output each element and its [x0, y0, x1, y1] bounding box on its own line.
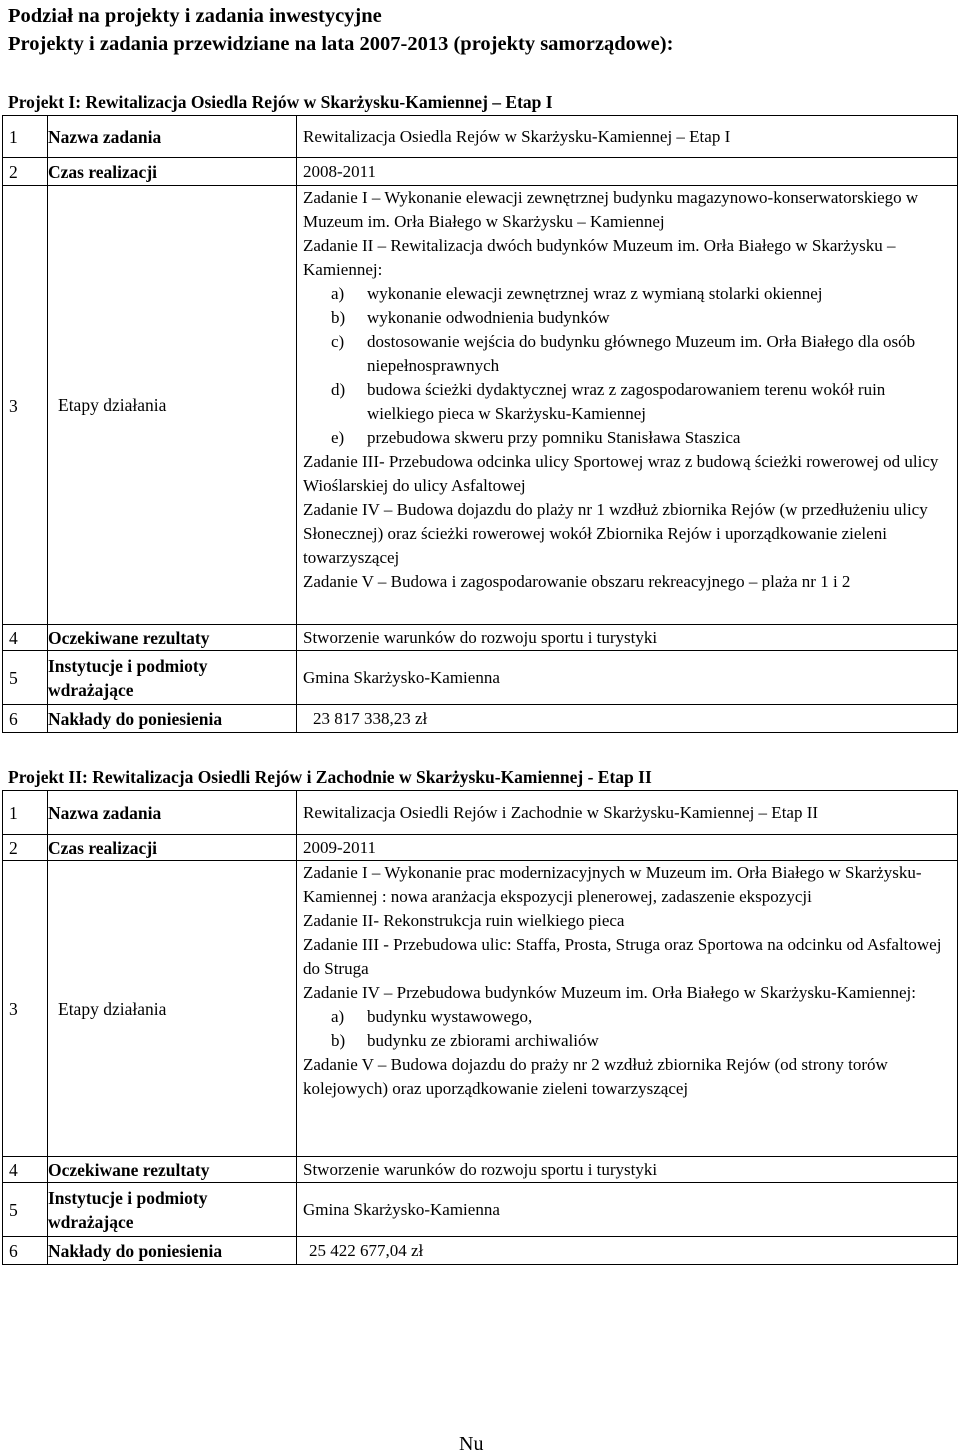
row-label: Nakłady do poniesienia — [48, 705, 297, 733]
project2-table — [2, 790, 958, 1265]
row-label: Instytucje i podmioty wdrażające — [48, 651, 297, 705]
row-value — [297, 861, 958, 1157]
row-value: 23 817 338,23 zł — [297, 705, 958, 733]
row-value: 2009-2011 — [297, 835, 958, 861]
row-label: Oczekiwane rezultaty — [48, 625, 297, 651]
row-value: Stworzenie warunków do rozwoju sportu i turystyki — [297, 625, 958, 651]
row-label: Etapy działania — [48, 861, 297, 1157]
table-row — [3, 186, 958, 625]
table-row — [3, 705, 958, 733]
row-value: Gmina Skarżysko-Kamienna — [297, 1183, 958, 1237]
subtask-a: a) wykonanie elewacji zewnętrznej wraz z wymianą stolarki okiennej — [331, 284, 823, 303]
table-row — [3, 835, 958, 861]
row-label: Nakłady do poniesienia — [48, 1237, 297, 1265]
table-row — [3, 1237, 958, 1265]
table-row — [3, 116, 958, 158]
project1-table — [2, 115, 958, 733]
task-5: Zadanie V – Budowa dojazdu do praży nr 2 wzdłuż zbiornika Rejów (od strony torów kolejowych) oraz uporządkowanie zieleni towarzyszącej — [303, 1055, 888, 1098]
task-3: Zadanie III- Przebudowa odcinka ulicy Sportowej wraz z budową ścieżki rowerowej od ulicy Wioślarskiej do ulicy Asfaltowej — [303, 452, 939, 495]
project1-heading: Projekt I: Rewitalizacja Osiedla Rejów w Skarżysku-Kamiennej – Etap I — [8, 92, 553, 112]
row-number: 1 — [3, 791, 48, 835]
row-label: Czas realizacji — [48, 158, 297, 186]
row-number: 5 — [3, 1183, 48, 1237]
task-5: Zadanie V – Budowa i zagospodarowanie obszaru rekreacyjnego – plaża nr 1 i 2 — [303, 572, 851, 591]
task-2: Zadanie II – Rewitalizacja dwóch budynków Muzeum im. Orła Białego w Skarżysku – Kamiennej: — [303, 236, 896, 279]
row-label: Nazwa zadania — [48, 791, 297, 835]
row-number: 2 — [3, 835, 48, 861]
row-label: Czas realizacji — [48, 835, 297, 861]
row-label: Etapy działania — [48, 186, 297, 625]
subtask-b: b) budynku ze zbiorami archiwaliów — [331, 1031, 599, 1050]
row-label: Instytucje i podmioty wdrażające — [48, 1183, 297, 1237]
subtask-a: a) budynku wystawowego, — [331, 1007, 533, 1026]
row-number: 4 — [3, 625, 48, 651]
row-number: 1 — [3, 116, 48, 158]
row-number: 4 — [3, 1157, 48, 1183]
row-label: Oczekiwane rezultaty — [48, 1157, 297, 1183]
table-row — [3, 1157, 958, 1183]
task-4: Zadanie IV – Budowa dojazdu do plaży nr 1 wzdłuż zbiornika Rejów (w przedłużeniu ulicy Słonecznej) oraz ścieżki rowerowej wokół Zbiornika Rejów i uporządkowanie zieleni towarzyszącej — [303, 500, 928, 567]
table-row — [3, 158, 958, 186]
row-value: Stworzenie warunków do rozwoju sportu i turystyki — [297, 1157, 958, 1183]
task-1: Zadanie I – Wykonanie elewacji zewnętrznej budynku magazynowo-konserwatorskiego w Muzeum im. Orła Białego w Skarżysku – Kamiennej — [303, 188, 919, 231]
row-value: Rewitalizacja Osiedla Rejów w Skarżysku-Kamiennej – Etap I — [297, 116, 958, 158]
table-row — [3, 651, 958, 705]
row-number: 6 — [3, 705, 48, 733]
task-4: Zadanie IV – Przebudowa budynków Muzeum im. Orła Białego w Skarżysku-Kamiennej: — [303, 983, 916, 1002]
subtask-c: c) dostosowanie wejścia do budynku głównego Muzeum im. Orła Białego dla osób niepełnosprawnych — [331, 332, 916, 375]
table-row — [3, 1183, 958, 1237]
row-number: 5 — [3, 651, 48, 705]
row-number: 6 — [3, 1237, 48, 1265]
subtask-d: d) budowa ścieżki dydaktycznej wraz z zagospodarowaniem terenu wokół ruin wielkiego pieca w Skarżysku-Kamiennej — [331, 380, 886, 423]
table-row — [3, 791, 958, 835]
row-label: Nazwa zadania — [48, 116, 297, 158]
subtask-b: b) wykonanie odwodnienia budynków — [331, 308, 610, 327]
subtask-e: e) przebudowa skweru przy pomniku Stanisława Staszica — [331, 428, 741, 447]
page-title-line2: Projekty i zadania przewidziane na lata 2007-2013 (projekty samorządowe): — [8, 33, 674, 55]
page-title-line1: Podział na projekty i zadania inwestycyjne — [8, 5, 382, 27]
row-number: 3 — [3, 186, 48, 625]
page-footer: Nu — [459, 1433, 484, 1455]
row-value: Gmina Skarżysko-Kamienna — [297, 651, 958, 705]
row-value: 2008-2011 — [297, 158, 958, 186]
row-value — [297, 186, 958, 625]
project2-heading: Projekt II: Rewitalizacja Osiedli Rejów i Zachodnie w Skarżysku-Kamiennej - Etap II — [8, 767, 652, 787]
table-row — [3, 625, 958, 651]
row-number: 2 — [3, 158, 48, 186]
page-title — [8, 2, 673, 58]
task-2: Zadanie II- Rekonstrukcja ruin wielkiego pieca — [303, 911, 625, 930]
task-1: Zadanie I – Wykonanie prac modernizacyjnych w Muzeum im. Orła Białego w Skarżysku-Kamiennej : nowa aranżacja ekspozycji plenerowej, zadaszenie ekspozycji — [303, 863, 922, 906]
row-value: 25 422 677,04 zł — [297, 1237, 958, 1265]
task-3: Zadanie III - Przebudowa ulic: Staffa, Prosta, Struga oraz Sportowa na odcinku od Asfaltowej do Struga — [303, 935, 942, 978]
row-number: 3 — [3, 861, 48, 1157]
table-row — [3, 861, 958, 1157]
row-value: Rewitalizacja Osiedli Rejów i Zachodnie w Skarżysku-Kamiennej – Etap II — [297, 791, 958, 835]
